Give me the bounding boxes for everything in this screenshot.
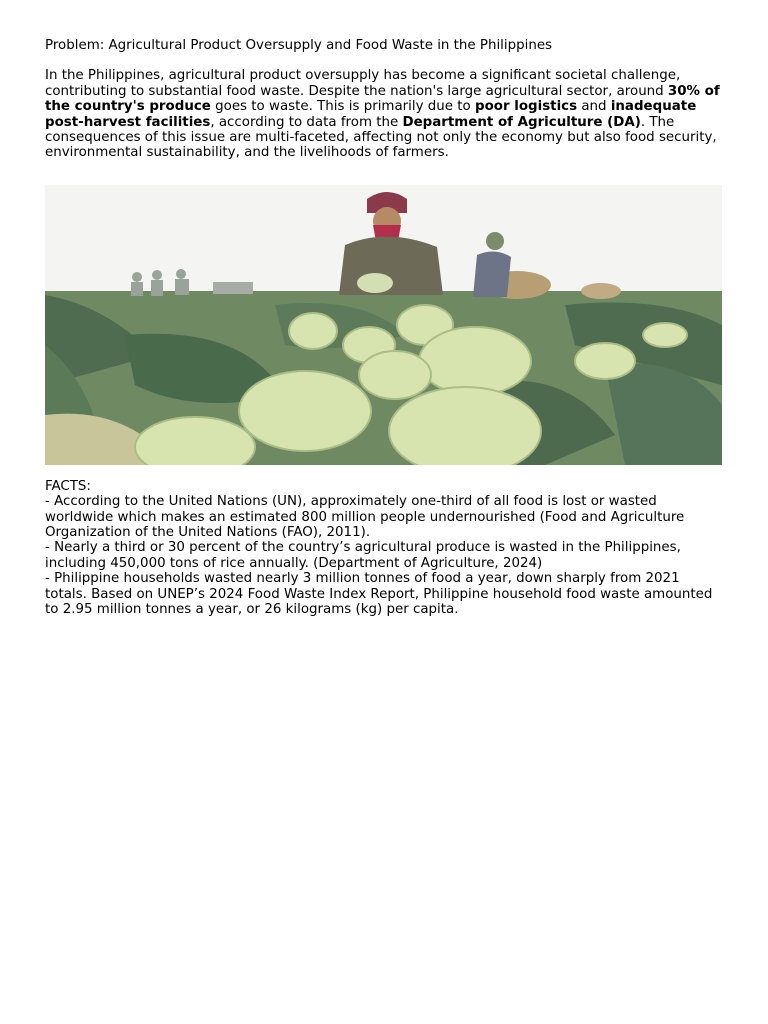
cabbage-field-photo <box>45 185 722 465</box>
intro-bold-2: poor logistics <box>475 99 578 115</box>
facts-section <box>45 479 725 618</box>
facts-heading: FACTS: <box>45 478 91 494</box>
intro-text-4: , according to data from the <box>210 114 403 130</box>
intro-bold-4: Department of Agriculture (DA) <box>402 114 641 130</box>
fact-line: - Philippine households wasted nearly 3 million tonnes of food a year, down sharply from 2021 totals. Based on UNEP’s 2024 Food Waste Index Report, Philippine household food waste amounted to 2.95 million tonnes a year, or 26 kilograms (kg) per capita. <box>45 571 713 618</box>
intro-text-1: In the Philippines, agricultural product oversupply has become a significant societal challenge, contributing to substantial food waste. Despite the nation's large agricultural sector, around <box>45 68 681 99</box>
fact-line: - According to the United Nations (UN), approximately one-third of all food is lost or wasted <box>45 494 657 510</box>
intro-bold-1: 30% of the country's produce <box>45 83 720 115</box>
cabbage-field-illustration <box>45 185 722 465</box>
document-page <box>45 38 725 618</box>
fact-line: worldwide which makes an estimated 800 million people undernourished (Food and Agriculture Organization of the United Nations (FAO), 2011). <box>45 509 685 541</box>
fact-line: - Nearly a third or 30 percent of the country’s agricultural produce is wasted in the Philippines, including 450,000 tons of rice annually. (Department of Agriculture, 2024) <box>45 540 681 571</box>
intro-text-5: . The consequences of this issue are multi-faceted, affecting not only the economy but also food security, environmental sustainability, and the livelihoods of farmers. <box>45 114 717 161</box>
intro-bold-3: inadequate post-harvest facilities <box>45 99 697 130</box>
intro-text-3: and <box>577 99 611 115</box>
intro-text-2: goes to waste. This is primarily due to <box>210 99 475 115</box>
intro-paragraph <box>45 68 725 160</box>
basket-small <box>581 283 621 299</box>
document-title: Problem: Agricultural Product Oversupply and Food Waste in the Philippines <box>45 38 553 53</box>
